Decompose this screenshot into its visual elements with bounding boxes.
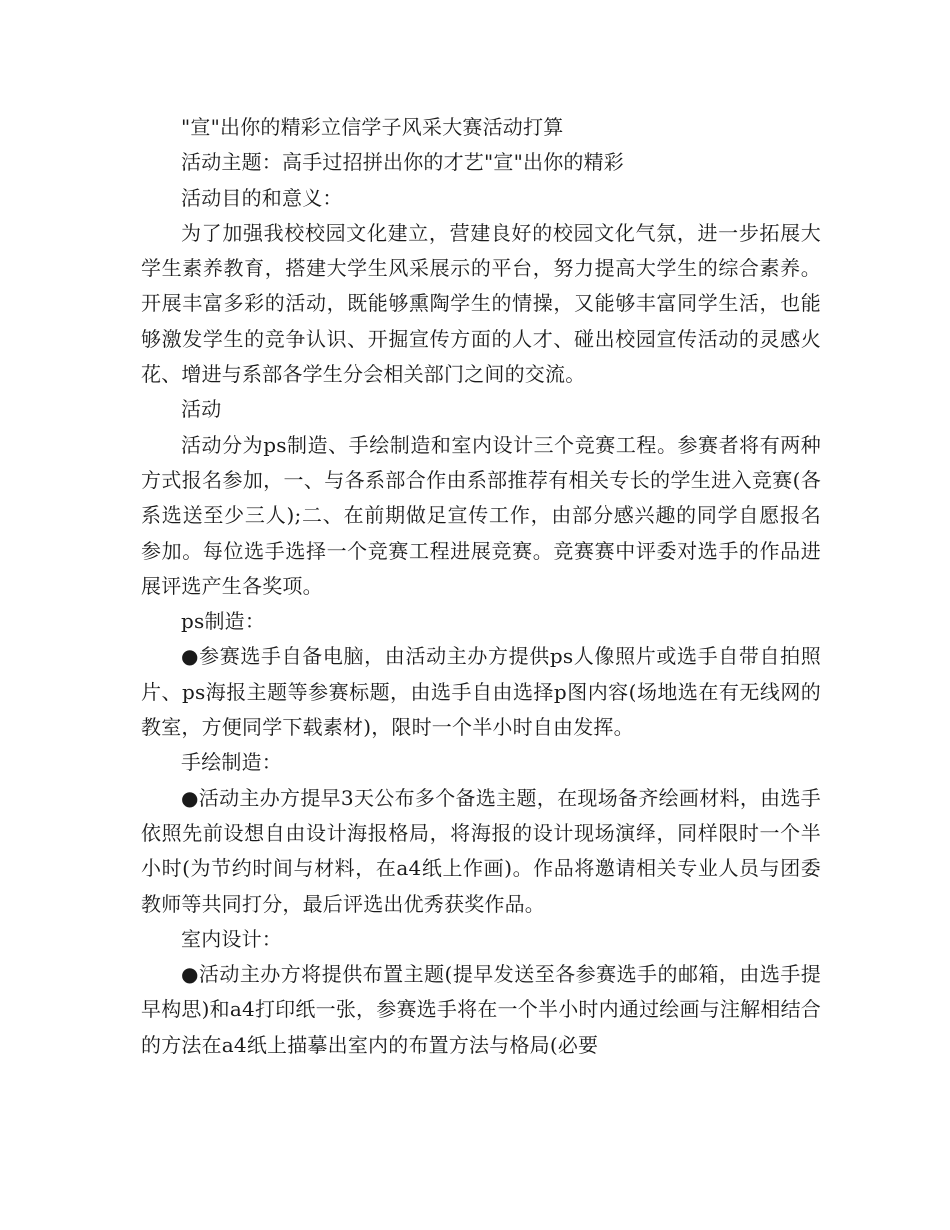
activity-paragraph: 活动分为ps制造、手绘制造和室内设计三个竞赛工程。参赛者将有两种方式报名参加，一、与各系部合作由系部推荐有相关专长的学生进入竞赛(各系选送至少三人);二、在前期做足宣传工作，由部分感兴趣的同学自愿报名参加。每位选手选择一个竞赛工程进展竞赛。竞赛赛中评委对选手的作品进展评选产生各奖项。 (141, 432, 821, 598)
section-heading-interior: 室内设计： (181, 926, 282, 951)
purpose-paragraph: 为了加强我校校园文化建立，营建良好的校园文化气氛，进一步拓展大学生素养教育，搭建大学生风采展示的平台，努力提高大学生的综合素养。开展丰富多彩的活动，既能够熏陶学生的情操，又能够丰富同学生活，也能够激发学生的竞争认识、开掘宣传方面的人才、碰出校园宣传活动的灵感火花、增进与系部各学生分会相关部门之间的交流。 (141, 220, 821, 387)
section-heading-ps: ps制造： (181, 609, 266, 634)
ps-paragraph: ●参赛选手自备电脑，由活动主办方提供ps人像照片或选手自带自拍照片、ps海报主题等参赛标题，由选手自由选择p图内容(场地选在有无线网的教室，方便同学下载素材)，限时一个半小时自由发挥。 (141, 644, 821, 740)
document-body (141, 110, 821, 1063)
interior-paragraph: ●活动主办方将提供布置主题(提早发送至各参赛选手的邮箱，由选手提早构思)和a4打印纸一张，参赛选手将在一个半小时内通过绘画与注解相结合的方法在a4纸上描摹出室内的布置方法与格局(必要 (141, 962, 821, 1057)
section-heading-activity: 活动 (181, 397, 222, 422)
activity-theme: 活动主题：高手过招拼出你的才艺"宣"出你的精彩 (181, 150, 624, 175)
document-title: "宣"出你的精彩立信学子风采大赛活动打算 (181, 115, 564, 139)
handdrawn-paragraph: ●活动主办方提早3天公布多个备选主题，在现场备齐绘画材料，由选手依照先前设想自由设计海报格局，将海报的设计现场演绎，同样限时一个半小时(为节约时间与材料，在a4纸上作画)。作品将邀请相关专业人员与团委教师等共同打分，最后评选出优秀获奖作品。 (141, 785, 821, 916)
section-heading-handdrawn: 手绘制造： (181, 750, 282, 775)
section-heading-purpose: 活动目的和意义： (181, 185, 343, 210)
